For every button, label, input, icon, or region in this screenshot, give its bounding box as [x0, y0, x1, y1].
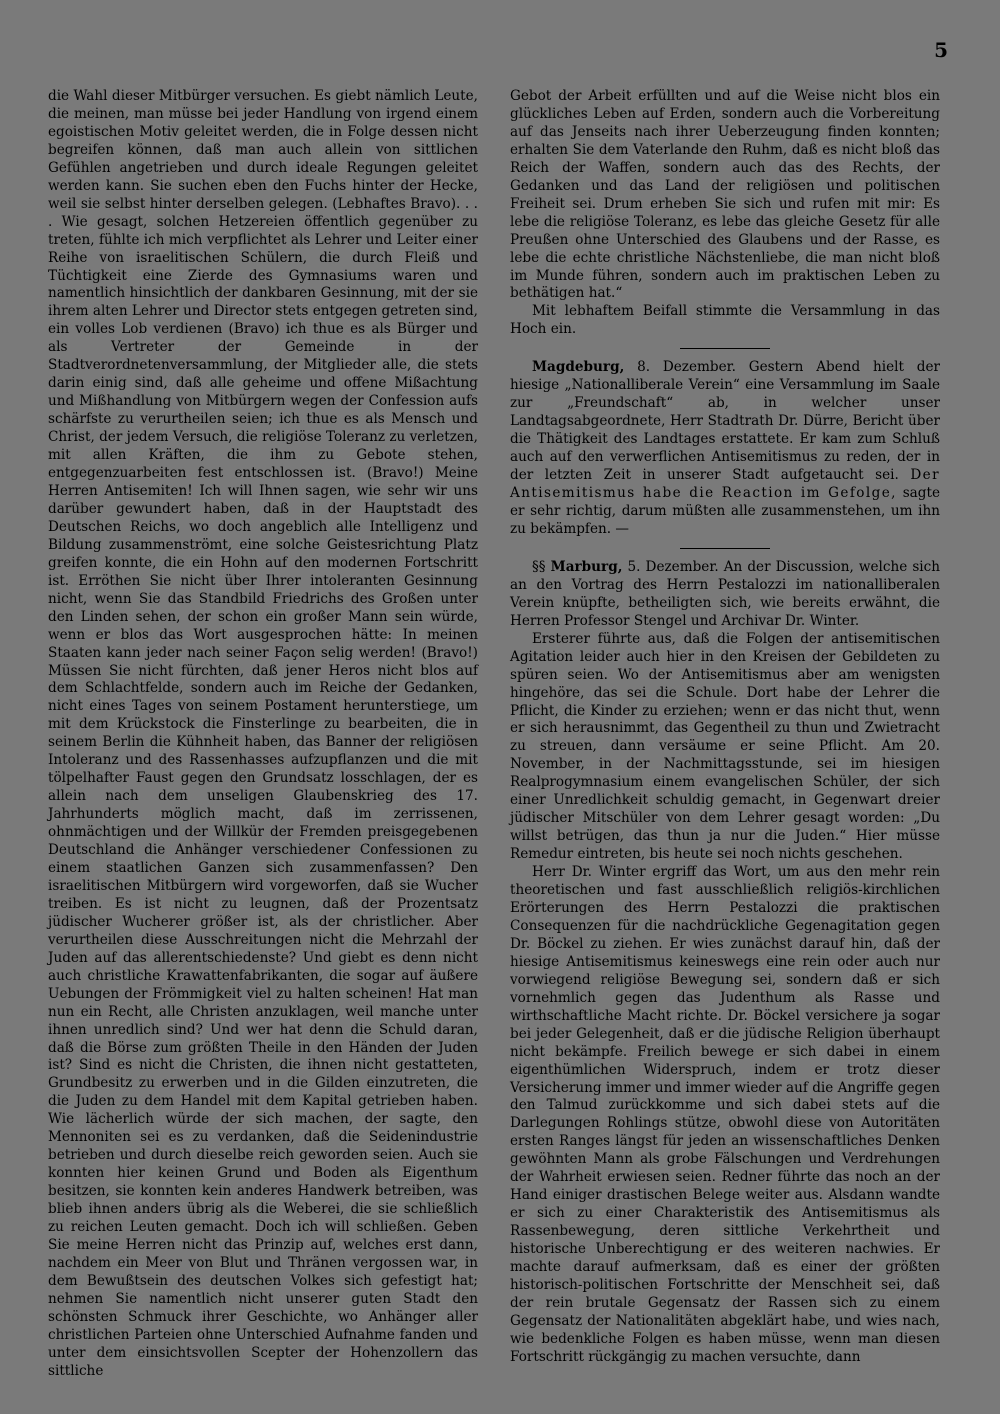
magdeburg-article: [510, 359, 940, 539]
applause-note: Mit lebhaftem Beifall stimmte die Versammlung in das Hoch ein.: [510, 303, 940, 338]
marburg-article-intro: [510, 559, 940, 631]
marburg-date: 5. Dezember.: [627, 558, 719, 575]
left-column-text: die Wahl dieser Mitbürger versuchen. Es giebt nämlich Leute, die meinen, man müsse bei jeder Handlung von irgend einem egoistischen Motiv geleitet werden, die in Folge dessen nicht begreifen können, daß man auch allein von sittlichen Gefühlen angetrieben und durch ideale Regungen geleitet werden kann. Sie suchen eben den Fuchs hinter der Hecke, weil sie selbst hinter derselben gelegen. (Lebhaftes Bravo). . . . Wie gesagt, solchen Hetzereien öffentlich gegenüber zu treten, fühlte ich mich verpflichtet als Lehrer und Leiter einer Reihe von israelitischen Schülern, die durch Fleiß und Tüchtigkeit eine Zierde des Gymnasiums waren und namentlich hinsichtlich der dankbaren Gesinnung, mit der sie ihrem alten Lehrer und Director stets entgegen getreten sind, ein volles Lob verdienen (Bravo) ich thue es als Bürger und als Vertreter der Gemeinde in der Stadtverordnetenversammlung, der Mitglieder alle, die stets darin einig sind, daß alle geheime und offene Mißachtung und Mißhandlung von Mitbürgern wegen der Confession aufs schärfste zu verurtheilen seien; ich thue es als Mensch und Christ, der jedem Versuch, die religiöse Toleranz zu verletzen, mit allen Kräften, die ihm zu Gebote stehen, entgegenzuarbeiten fest entschlossen ist. (Bravo!) Meine Herren Antisemiten! Ich will Ihnen sagen, wie sehr wir uns darüber gewundert haben, daß in der Hauptstadt des Deutschen Reichs, wo doch angeblich alle Intelligenz und Bildung zusammenströmt, eine solche Geistesrichtung Platz greifen konnte, die ein Hohn auf den modernen Fortschritt ist. Erröthen Sie nicht über Ihrer intoleranten Gesinnung nicht, wenn Sie das Standbild Friedrichs des Großen unter den Linden sehen, der schon ein großer Mann sein würde, wenn er blos das Wort ausgesprochen hätte: In meinen Staaten kann jeder nach seiner Façon selig werden! (Bravo!) Müssen Sie nicht fürchten, daß jener Heros nicht blos auf dem Schlachtfelde, sondern auch im Reiche der Gedanken, nicht eines Tages von seinem Postament herunterstiege, um mit dem Krückstock die Finsterlinge zu bearbeiten, die in seinem Berlin die Kühnheit haben, das Banner der religiösen Intoleranz und des Rassenhasses aufzupflanzen und die mit tölpelhafter Faust gegen den Grundsatz losschlagen, der es allein nach dem unseligen Glaubenskrieg des 17. Jahrhunderts möglich macht, daß im zerrissenen, ohnmächtigen und der Willkür der Fremden preisgegebenen Deutschland die Anhänger verschiedener Confessionen zu einem staatlichen Ganzen sich zusammenfassen? Den israelitischen Mitbürgern wird vorgeworfen, daß sie Wucher treiben. Es ist nicht zu leugnen, daß der Prozentsatz jüdischer Wucherer größer ist, als der christlicher. Aber verurtheilen diese Ausschreitungen nicht die Mehrzahl der Juden auf das allerentschiedenste? Und giebt es denn nicht auch christliche Krawattenfabrikanten, die sogar auf äußere Uebungen der Frömmigkeit viel zu halten scheinen! Hat man nun ein Recht, alle Christen anzuklagen, weil manche unter ihnen unredlich sind? Und wer hat denn die Schuld daran, daß die Börse zum größten Theile in den Händen der Juden ist? Sind es nicht die Christen, die ihnen nicht gestatteten, Grundbesitz zu erwerben und in die Gilden einzutreten, die die Juden zu dem Handel mit dem Kapital getrieben haben. Wie lächerlich würde der sich machen, der sagte, den Mennoniten sei es zu verdanken, daß die Seidenindustrie betrieben und durch dieselbe reich geworden seien. Auch sie konnten hier keinen Grund und Boden als Eigenthum besitzen, sie konnten kein anderes Handwerk betreiben, was blieb ihnen anders übrig als die Weberei, die sie schließlich zu reichen Leuten gemacht. Doch ich will schließen. Geben Sie meine Herren nicht das Prinzip auf, welches erst dann, nachdem ein Meer von Blut und Thränen vergossen war, in dem Bewußtsein des deutschen Volkes sich gefestigt hat; nehmen Sie namentlich nicht unserer guten Stadt den schönsten Schmuck ihrer Geschichte, wo Anhänger aller christlichen Parteien ohne Unterschied Aufnahme fanden und unter dem einsichtsvollen Scepter der Hohenzollern das sittliche: [48, 88, 478, 1379]
marburg-paragraph: Herr Dr. Winter ergriff das Wort, um aus den mehr rein theoretischen und fast ausschließlich religiös-kirchlichen Erörterungen des Herrn Pestalozzi die praktischen Consequenzen für die nachdrückliche Gegenagitation gegen Dr. Böckel zu ziehen. Er wies zunächst darauf hin, daß der hiesige Antisemitismus keineswegs eine rein oder auch nur vorwiegend religiöse Bewegung sei, sondern daß er sich vornehmlich gegen das Judenthum als Rasse und wirthschaftliche Macht richte. Dr. Böckel versichere ja sogar bei jeder Gelegenheit, daß er die jüdische Religion überhaupt nicht bekämpfe. Freilich bewege er sich dabei in einem eigenthümlichen Widerspruch, indem er trotz dieser Versicherung immer und immer wieder auf die Angriffe gegen den Talmud zurückkomme und sich dabei stets auf die Darlegungen Rohlings stütze, obwohl diese von Autoritäten ersten Ranges längst für jeden an wissenschaftliches Denken gewöhnten Mann als grobe Fälschungen und Verdrehungen der Wahrheit erwiesen seien. Redner führte das noch an der Hand einiger drastischen Belege weiter aus. Alsdann wandte er sich zu einer Charakteristik des Antisemitismus als Rassenbewegung, deren sittliche Verkehrtheit und historische Unberechtigung er des weiteren nachwies. Er machte darauf aufmerksam, daß es einer der größten historisch-politischen Fortschritte der Menschheit sei, daß der rein brutale Gegensatz der Rassen sich zu einem Gegensatz der Nationalitäten abgeklärt habe, und wies nach, wie bedenkliche Folgen es haben müsse, wenn man diesen Fortschritt rückgängig zu machen versuchte, dann: [510, 864, 941, 1365]
section-divider: [680, 548, 770, 549]
marburg-paragraph: Ersterer führte aus, daß die Folgen der antisemitischen Agitation leider auch hier in den Kreisen der Gebildeten zu spüren seien. Wo der Antisemitismus aber am wenigsten hingehöre, das sei die Schule. Dort habe der Lehrer die Pflicht, die Kinder zu erziehen; wenn er das nicht thut, wenn er sich herausnimmt, das Gegentheil zu thun und Zwietracht zu streuen, dann versäume er seine Pflicht. Am 20. November, in der Nachmittagsstunde, sei im hiesigen Realprogymnasium einem evangelischen Schüler, der sich einer Unredlichkeit schuldig gemacht, in Gegenwart dreier jüdischer Mitschüler von dem Lehrer gesagt worden: „Du willst betrügen, das thun ja nur die Juden.“ Hier müsse Remedur eintreten, bis heute sei noch nichts geschehen.: [510, 630, 940, 863]
page-number: 5: [934, 38, 948, 62]
magdeburg-date: 8. Dezember.: [637, 359, 736, 376]
magdeburg-spaced-quote: Der Antisemitismus habe die Reaction im Gefolge,: [510, 467, 940, 502]
magdeburg-text-before: Gestern Abend hielt der hiesige „Nationalliberale Verein“ eine Versammlung im Saale zur „Freundschaft“ ab, in welcher unser Landtagsabgeordnete, Herr Stadtrath Dr. Dürre, Bericht über die Thätigkeit des Landtages erstattete. Er kam zum Schluß auch auf den verwerflichen Antisemitismus zu reden, der in der letzten Zeit in unserer Stadt aufgetaucht sei.: [510, 359, 941, 484]
right-column: [510, 88, 940, 1367]
magdeburg-text-after: sagte er sehr richtig, darum müßten alle zusammenstehen, um ihn zu bekämpfen. —: [510, 485, 940, 537]
left-column: [48, 88, 478, 1381]
section-sign: §§: [532, 558, 546, 575]
section-divider: [680, 348, 770, 349]
marburg-dateline: Marburg,: [550, 558, 623, 575]
marburg-paragraph: An der Discussion, welche sich an den Vortrag des Herrn Pestalozzi im nationalliberalen Verein knüpfte, betheiligten sich, wie bereits erwähnt, die Herren Professor Stengel und Archivar Dr. Winter.: [510, 558, 941, 629]
speech-continuation: Gebot der Arbeit erfüllten und auf die Weise nicht blos ein glückliches Leben auf Erden, sondern auch die Vorbereitung auf das Jenseits nach ihrer Ueberzeugung finden konnten; erhalten Sie dem Vaterlande den Ruhm, daß es nicht bloß das Reich der Waffen, sondern auch das des Rechts, der Gedanken und das Land der religiösen und politischen Freiheit sei. Drum erheben Sie sich und rufen mit mir: Es lebe die religiöse Toleranz, es lebe das gleiche Gesetz für alle Preußen ohne Unterschied des Glaubens und der Rasse, es lebe die echte christliche Nächstenliebe, die man nicht bloß im Munde führen, sondern auch im praktischen Leben zu bethätigen hat.“: [510, 88, 940, 302]
magdeburg-dateline: Magdeburg,: [532, 359, 625, 376]
